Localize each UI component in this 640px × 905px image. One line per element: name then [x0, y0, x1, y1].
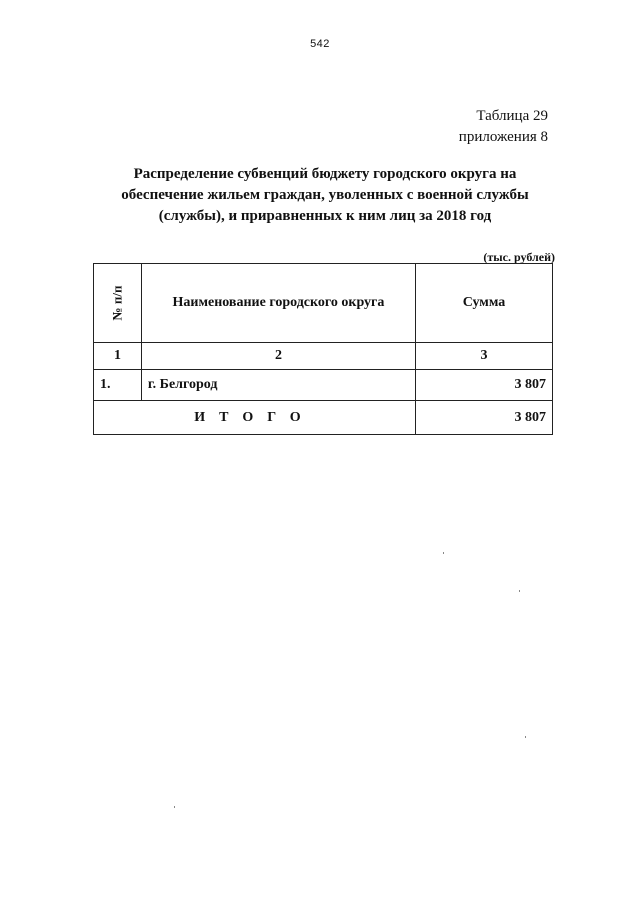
row-name-cell: г. Белгород: [141, 370, 415, 401]
units-label: (тыс. рублей): [483, 250, 555, 264]
table-reference-line: Таблица 29: [476, 108, 548, 124]
scan-speck: [525, 736, 526, 738]
subvention-table: [93, 263, 553, 435]
row-number-cell: 1.: [94, 370, 142, 401]
document-title: [95, 164, 555, 227]
header-cell-sum: Сумма: [416, 264, 553, 343]
title-line: обеспечение жильем граждан, уволенных с военной службы: [121, 187, 529, 203]
scan-speck: [443, 552, 444, 554]
total-row: [94, 401, 553, 435]
table-header-row: [94, 264, 553, 343]
header-num-label: № п/п: [109, 285, 125, 320]
row-sum-cell: 3 807: [416, 370, 553, 401]
column-number-cell: 2: [141, 343, 415, 370]
scan-speck: [519, 590, 520, 592]
title-line: Распределение субвенций бюджету городского округа на: [133, 166, 517, 182]
table-reference-line: приложения 8: [458, 129, 548, 145]
title-line: (службы), и приравненных к ним лиц за 2018 год: [158, 208, 492, 224]
page-number: 542: [310, 38, 330, 50]
scan-speck: [174, 806, 175, 808]
header-cell-name: Наименование городского округа: [141, 264, 415, 343]
table-reference: [459, 106, 548, 148]
column-number-row: [94, 343, 553, 370]
total-sum-cell: 3 807: [416, 401, 553, 435]
table-row: [94, 370, 553, 401]
column-number-cell: 3: [416, 343, 553, 370]
column-number-cell: 1: [94, 343, 142, 370]
header-cell-num: [94, 264, 142, 343]
total-label-cell: ИТОГО: [94, 401, 416, 435]
